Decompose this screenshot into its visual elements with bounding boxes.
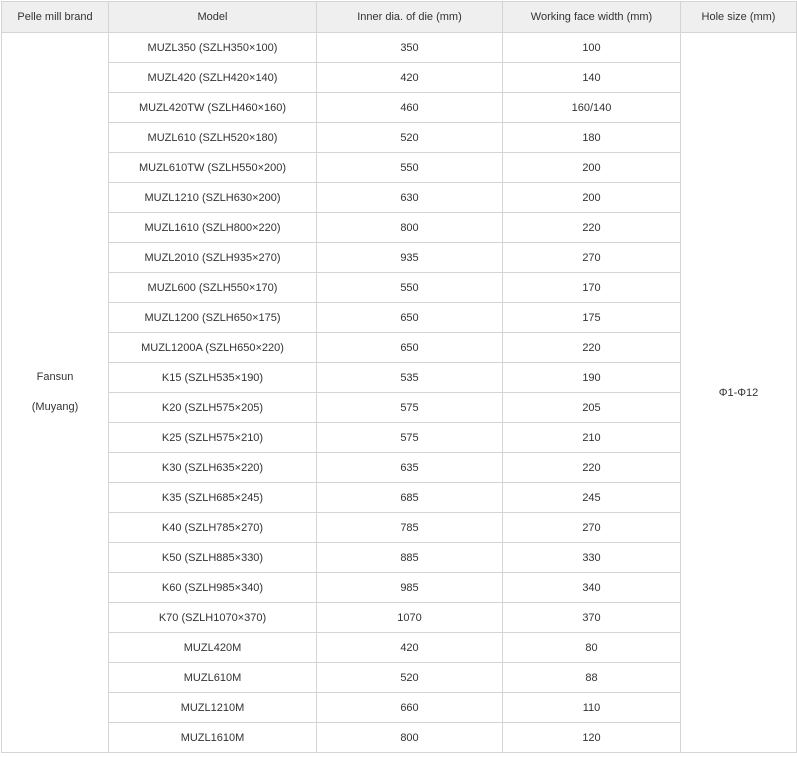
inner-dia-cell: 535: [317, 363, 503, 393]
model-cell: K50 (SZLH885×330): [109, 543, 317, 573]
working-width-cell: 340: [503, 573, 681, 603]
working-width-cell: 220: [503, 213, 681, 243]
working-width-cell: 200: [503, 153, 681, 183]
inner-dia-cell: 550: [317, 273, 503, 303]
working-width-cell: 210: [503, 423, 681, 453]
table-row: [2, 573, 797, 603]
working-width-cell: 175: [503, 303, 681, 333]
model-cell: MUZL2010 (SZLH935×270): [109, 243, 317, 273]
working-width-cell: 110: [503, 693, 681, 723]
model-cell: MUZL1200A (SZLH650×220): [109, 333, 317, 363]
working-width-cell: 270: [503, 513, 681, 543]
model-cell: K30 (SZLH635×220): [109, 453, 317, 483]
table-row: [2, 243, 797, 273]
table-row: [2, 123, 797, 153]
table-row: [2, 63, 797, 93]
table-row: [2, 723, 797, 753]
model-cell: MUZL420 (SZLH420×140): [109, 63, 317, 93]
inner-dia-cell: 520: [317, 663, 503, 693]
brand-sub: (Muyang): [31, 401, 79, 413]
working-width-cell: 180: [503, 123, 681, 153]
pellet-mill-spec-table: [1, 1, 797, 753]
model-cell: MUZL420TW (SZLH460×160): [109, 93, 317, 123]
working-width-cell: 140: [503, 63, 681, 93]
table-row: [2, 603, 797, 633]
model-cell: MUZL350 (SZLH350×100): [109, 33, 317, 63]
inner-dia-cell: 800: [317, 213, 503, 243]
inner-dia-cell: 1070: [317, 603, 503, 633]
header-working-face-width: Working face width (mm): [503, 2, 681, 33]
model-cell: MUZL610M: [109, 663, 317, 693]
inner-dia-cell: 785: [317, 513, 503, 543]
model-cell: MUZL1200 (SZLH650×175): [109, 303, 317, 333]
inner-dia-cell: 800: [317, 723, 503, 753]
working-width-cell: 245: [503, 483, 681, 513]
header-inner-dia: Inner dia. of die (mm): [317, 2, 503, 33]
header-model: Model: [109, 2, 317, 33]
inner-dia-cell: 630: [317, 183, 503, 213]
inner-dia-cell: 420: [317, 63, 503, 93]
working-width-cell: 80: [503, 633, 681, 663]
table-row: [2, 33, 797, 63]
inner-dia-cell: 350: [317, 33, 503, 63]
header-hole-size: Hole size (mm): [681, 2, 797, 33]
working-width-cell: 170: [503, 273, 681, 303]
table-row: [2, 423, 797, 453]
model-cell: K15 (SZLH535×190): [109, 363, 317, 393]
model-cell: MUZL1610M: [109, 723, 317, 753]
table-row: [2, 633, 797, 663]
table-row: [2, 453, 797, 483]
working-width-cell: 190: [503, 363, 681, 393]
working-width-cell: 370: [503, 603, 681, 633]
inner-dia-cell: 650: [317, 303, 503, 333]
table-row: [2, 543, 797, 573]
working-width-cell: 160/140: [503, 93, 681, 123]
working-width-cell: 270: [503, 243, 681, 273]
inner-dia-cell: 650: [317, 333, 503, 363]
working-width-cell: 220: [503, 333, 681, 363]
working-width-cell: 88: [503, 663, 681, 693]
inner-dia-cell: 985: [317, 573, 503, 603]
table-row: [2, 273, 797, 303]
working-width-cell: 220: [503, 453, 681, 483]
table-row: [2, 93, 797, 123]
model-cell: K70 (SZLH1070×370): [109, 603, 317, 633]
header-brand: Pelle mill brand: [2, 2, 109, 33]
inner-dia-cell: 420: [317, 633, 503, 663]
table-row: [2, 303, 797, 333]
table-row: [2, 183, 797, 213]
table-row: [2, 693, 797, 723]
table-header: [2, 2, 797, 33]
hole-size-cell: Φ1-Φ12: [681, 33, 797, 753]
working-width-cell: 120: [503, 723, 681, 753]
model-cell: MUZL600 (SZLH550×170): [109, 273, 317, 303]
table-row: [2, 153, 797, 183]
model-cell: MUZL1210M: [109, 693, 317, 723]
table-row: [2, 213, 797, 243]
working-width-cell: 330: [503, 543, 681, 573]
model-cell: K20 (SZLH575×205): [109, 393, 317, 423]
inner-dia-cell: 885: [317, 543, 503, 573]
model-cell: K40 (SZLH785×270): [109, 513, 317, 543]
working-width-cell: 100: [503, 33, 681, 63]
brand-cell: [2, 33, 109, 753]
inner-dia-cell: 635: [317, 453, 503, 483]
table-row: [2, 663, 797, 693]
model-cell: K25 (SZLH575×210): [109, 423, 317, 453]
table-row: [2, 513, 797, 543]
table-body: [2, 33, 797, 753]
brand-spacer: [2, 385, 108, 400]
working-width-cell: 200: [503, 183, 681, 213]
inner-dia-cell: 575: [317, 423, 503, 453]
inner-dia-cell: 660: [317, 693, 503, 723]
model-cell: MUZL610 (SZLH520×180): [109, 123, 317, 153]
table-row: [2, 333, 797, 363]
inner-dia-cell: 685: [317, 483, 503, 513]
model-cell: K60 (SZLH985×340): [109, 573, 317, 603]
table-row: [2, 393, 797, 423]
inner-dia-cell: 460: [317, 93, 503, 123]
inner-dia-cell: 520: [317, 123, 503, 153]
table-row: [2, 363, 797, 393]
model-cell: MUZL1610 (SZLH800×220): [109, 213, 317, 243]
header-row: [2, 2, 797, 33]
working-width-cell: 205: [503, 393, 681, 423]
table-row: [2, 483, 797, 513]
model-cell: MUZL420M: [109, 633, 317, 663]
inner-dia-cell: 575: [317, 393, 503, 423]
brand-name: Fansun: [36, 371, 74, 383]
inner-dia-cell: 935: [317, 243, 503, 273]
model-cell: K35 (SZLH685×245): [109, 483, 317, 513]
model-cell: MUZL610TW (SZLH550×200): [109, 153, 317, 183]
inner-dia-cell: 550: [317, 153, 503, 183]
model-cell: MUZL1210 (SZLH630×200): [109, 183, 317, 213]
